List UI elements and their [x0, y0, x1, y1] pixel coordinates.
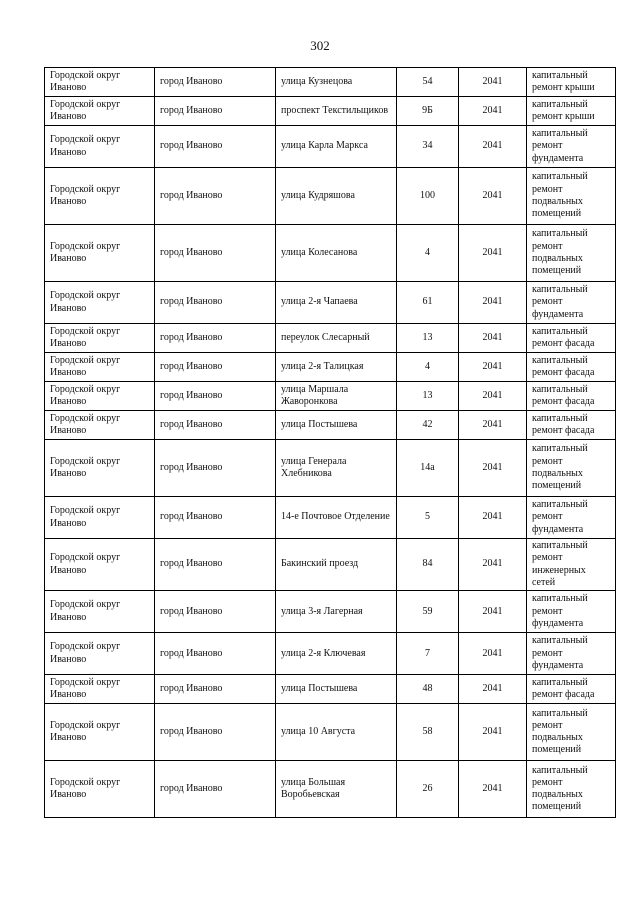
year-cell: 2041	[459, 68, 527, 97]
street-cell: улица 2-я Чапаева	[276, 282, 397, 324]
work-type-cell: капитальный ремонт подвальных помещений	[527, 761, 616, 818]
table-row	[45, 382, 616, 411]
year-cell: 2041	[459, 675, 527, 704]
district-cell: Городской округ Иваново	[45, 168, 155, 225]
table-row	[45, 497, 616, 539]
house-number-cell: 26	[397, 761, 459, 818]
street-cell: улица Генерала Хлебникова	[276, 440, 397, 497]
table-row	[45, 591, 616, 633]
table-row	[45, 440, 616, 497]
year-cell: 2041	[459, 411, 527, 440]
city-cell: город Иваново	[155, 168, 276, 225]
district-cell: Городской округ Иваново	[45, 353, 155, 382]
house-number-cell: 4	[397, 225, 459, 282]
year-cell: 2041	[459, 382, 527, 411]
work-type-cell: капитальный ремонт фундамента	[527, 591, 616, 633]
street-cell: улица Кузнецова	[276, 68, 397, 97]
city-cell: город Иваново	[155, 68, 276, 97]
house-number-cell: 9Б	[397, 97, 459, 126]
house-number-cell: 42	[397, 411, 459, 440]
table-row	[45, 324, 616, 353]
table-row	[45, 675, 616, 704]
district-cell: Городской округ Иваново	[45, 539, 155, 591]
city-cell: город Иваново	[155, 353, 276, 382]
street-cell: улица Кудряшова	[276, 168, 397, 225]
page-number: 302	[310, 38, 330, 53]
year-cell: 2041	[459, 761, 527, 818]
table-row	[45, 761, 616, 818]
house-number-cell: 5	[397, 497, 459, 539]
street-cell: улица Большая Воробьевская	[276, 761, 397, 818]
year-cell: 2041	[459, 97, 527, 126]
house-number-cell: 34	[397, 126, 459, 168]
house-number-cell: 14а	[397, 440, 459, 497]
work-type-cell: капитальный ремонт инженерных сетей	[527, 539, 616, 591]
district-cell: Городской округ Иваново	[45, 126, 155, 168]
city-cell: город Иваново	[155, 282, 276, 324]
year-cell: 2041	[459, 591, 527, 633]
repair-schedule-table	[44, 67, 616, 818]
district-cell: Городской округ Иваново	[45, 633, 155, 675]
work-type-cell: капитальный ремонт фасада	[527, 353, 616, 382]
district-cell: Городской округ Иваново	[45, 97, 155, 126]
district-cell: Городской округ Иваново	[45, 324, 155, 353]
year-cell: 2041	[459, 225, 527, 282]
house-number-cell: 7	[397, 633, 459, 675]
district-cell: Городской округ Иваново	[45, 591, 155, 633]
house-number-cell: 61	[397, 282, 459, 324]
house-number-cell: 4	[397, 353, 459, 382]
city-cell: город Иваново	[155, 324, 276, 353]
city-cell: город Иваново	[155, 539, 276, 591]
district-cell: Городской округ Иваново	[45, 704, 155, 761]
year-cell: 2041	[459, 704, 527, 761]
year-cell: 2041	[459, 440, 527, 497]
city-cell: город Иваново	[155, 411, 276, 440]
house-number-cell: 100	[397, 168, 459, 225]
year-cell: 2041	[459, 282, 527, 324]
house-number-cell: 48	[397, 675, 459, 704]
street-cell: улица 10 Августа	[276, 704, 397, 761]
district-cell: Городской округ Иваново	[45, 68, 155, 97]
work-type-cell: капитальный ремонт фундамента	[527, 633, 616, 675]
street-cell: улица Постышева	[276, 411, 397, 440]
city-cell: город Иваново	[155, 225, 276, 282]
city-cell: город Иваново	[155, 497, 276, 539]
table-row	[45, 282, 616, 324]
street-cell: улица 2-я Ключевая	[276, 633, 397, 675]
work-type-cell: капитальный ремонт крыши	[527, 97, 616, 126]
house-number-cell: 59	[397, 591, 459, 633]
house-number-cell: 84	[397, 539, 459, 591]
district-cell: Городской округ Иваново	[45, 675, 155, 704]
house-number-cell: 54	[397, 68, 459, 97]
city-cell: город Иваново	[155, 704, 276, 761]
house-number-cell: 58	[397, 704, 459, 761]
work-type-cell: капитальный ремонт крыши	[527, 68, 616, 97]
street-cell: улица 2-я Талицкая	[276, 353, 397, 382]
work-type-cell: капитальный ремонт подвальных помещений	[527, 704, 616, 761]
work-type-cell: капитальный ремонт фасада	[527, 411, 616, 440]
year-cell: 2041	[459, 168, 527, 225]
street-cell: улица Маршала Жаворонкова	[276, 382, 397, 411]
work-type-cell: капитальный ремонт фасада	[527, 382, 616, 411]
year-cell: 2041	[459, 126, 527, 168]
work-type-cell: капитальный ремонт подвальных помещений	[527, 440, 616, 497]
house-number-cell: 13	[397, 382, 459, 411]
city-cell: город Иваново	[155, 97, 276, 126]
street-cell: переулок Слесарный	[276, 324, 397, 353]
table-row	[45, 539, 616, 591]
city-cell: город Иваново	[155, 633, 276, 675]
street-cell: улица Карла Маркса	[276, 126, 397, 168]
district-cell: Городской округ Иваново	[45, 225, 155, 282]
house-number-cell: 13	[397, 324, 459, 353]
work-type-cell: капитальный ремонт фундамента	[527, 126, 616, 168]
work-type-cell: капитальный ремонт фасада	[527, 675, 616, 704]
city-cell: город Иваново	[155, 675, 276, 704]
street-cell: улица 3-я Лагерная	[276, 591, 397, 633]
district-cell: Городской округ Иваново	[45, 761, 155, 818]
table-row	[45, 97, 616, 126]
table-row	[45, 225, 616, 282]
year-cell: 2041	[459, 633, 527, 675]
district-cell: Городской округ Иваново	[45, 497, 155, 539]
work-type-cell: капитальный ремонт подвальных помещений	[527, 225, 616, 282]
work-type-cell: капитальный ремонт фасада	[527, 324, 616, 353]
district-cell: Городской округ Иваново	[45, 382, 155, 411]
table-row	[45, 68, 616, 97]
year-cell: 2041	[459, 539, 527, 591]
table-row	[45, 353, 616, 382]
table-row	[45, 411, 616, 440]
table-row	[45, 704, 616, 761]
year-cell: 2041	[459, 353, 527, 382]
city-cell: город Иваново	[155, 440, 276, 497]
street-cell: Бакинский проезд	[276, 539, 397, 591]
year-cell: 2041	[459, 324, 527, 353]
year-cell: 2041	[459, 497, 527, 539]
district-cell: Городской округ Иваново	[45, 440, 155, 497]
city-cell: город Иваново	[155, 761, 276, 818]
street-cell: улица Постышева	[276, 675, 397, 704]
city-cell: город Иваново	[155, 591, 276, 633]
district-cell: Городской округ Иваново	[45, 282, 155, 324]
street-cell: улица Колесанова	[276, 225, 397, 282]
work-type-cell: капитальный ремонт фундамента	[527, 282, 616, 324]
table-row	[45, 633, 616, 675]
city-cell: город Иваново	[155, 382, 276, 411]
city-cell: город Иваново	[155, 126, 276, 168]
district-cell: Городской округ Иваново	[45, 411, 155, 440]
street-cell: 14-е Почтовое Отделение	[276, 497, 397, 539]
work-type-cell: капитальный ремонт фундамента	[527, 497, 616, 539]
table-row	[45, 126, 616, 168]
work-type-cell: капитальный ремонт подвальных помещений	[527, 168, 616, 225]
table-row	[45, 168, 616, 225]
street-cell: проспект Текстильщиков	[276, 97, 397, 126]
